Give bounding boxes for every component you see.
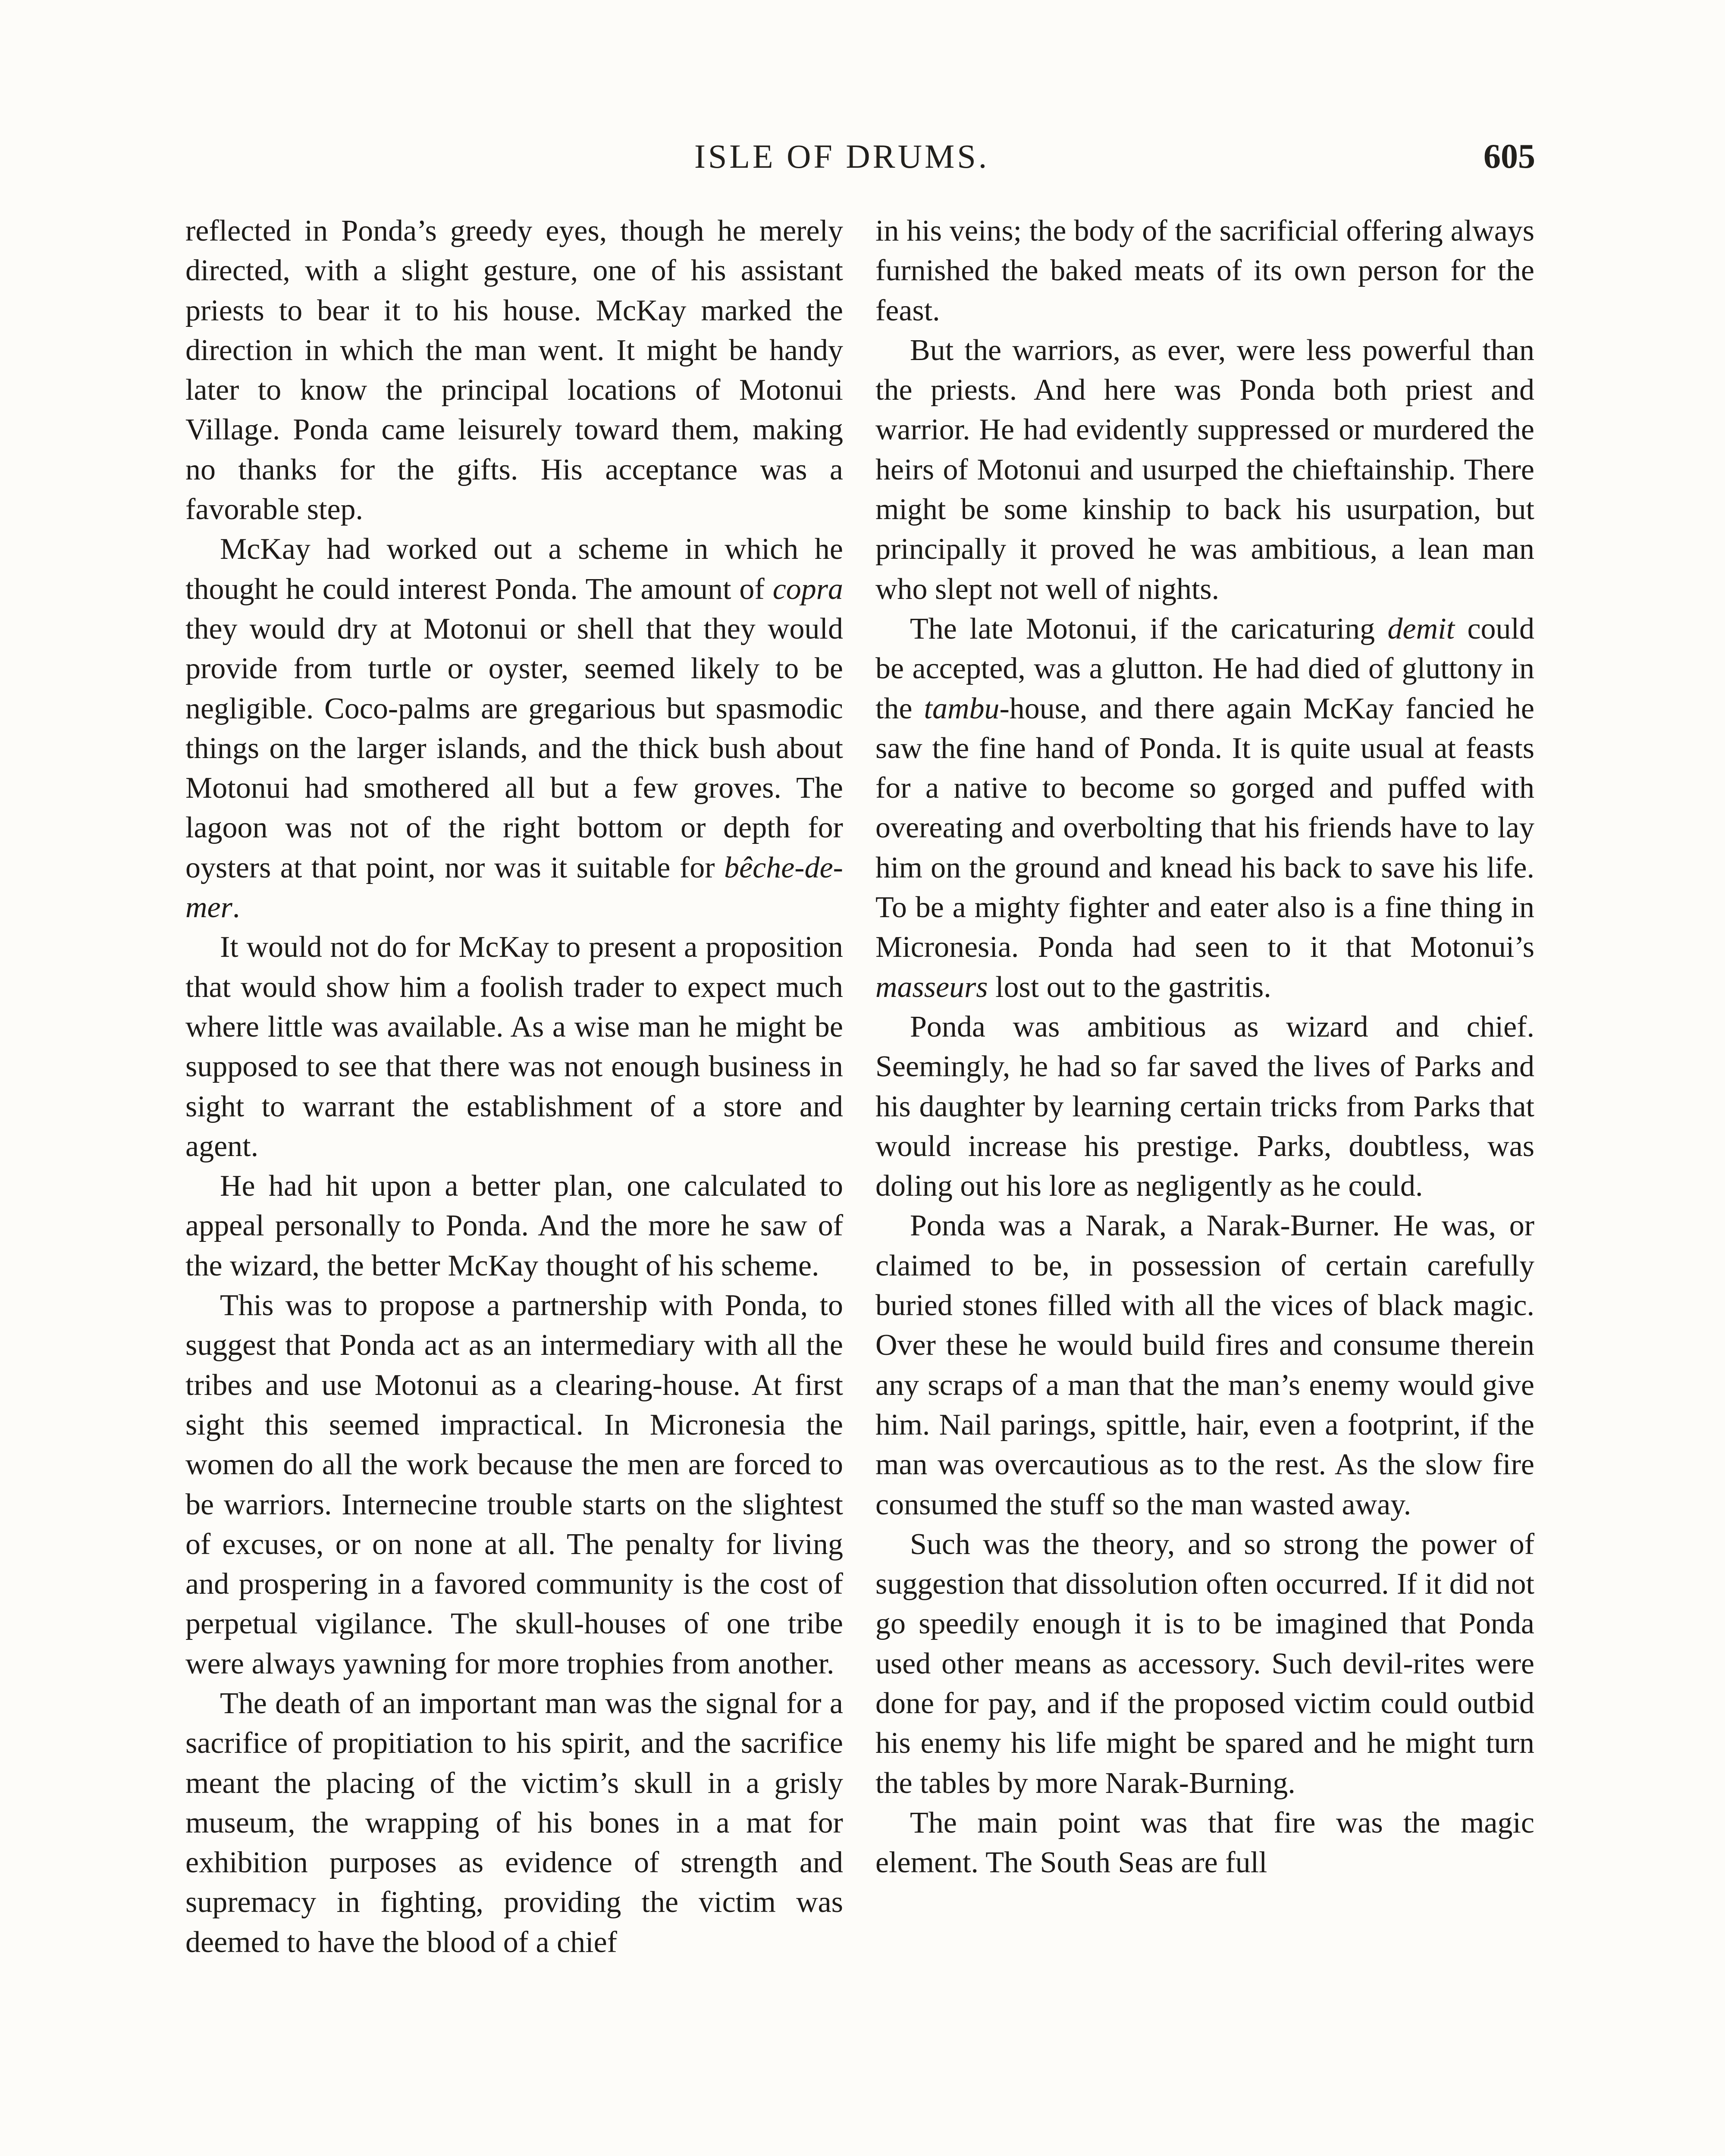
text-run: could be accepted, was a glutton. He had died of gluttony in the [875,612,1534,725]
paragraph [875,609,1534,1007]
text-run: . [232,891,240,924]
italic-term: tambu [924,692,1000,725]
text-run: they would dry at Motonui or shell that they would provide from turtle or oyster, seemed likely to be negligible. Coco-palms are gregarious but spasmodic things on the larger islands, and the thick bush about Motonui had smothered all but a few groves. The lagoon was not of the right bottom or depth for oysters at that point, nor was it suitable for [185,612,843,884]
paragraph [185,530,843,928]
paragraph: This was to propose a partnership with Ponda, to suggest that Ponda act as an intermediary with all the tribes and use Motonui as a clearing-house. At first sight this seemed impractical. In Micronesia the women do all the work because the men are forced to be warriors. Internecine trouble starts on the slightest of excuses, or on none at all. The penalty for living and prospering in a favored community is the cost of perpetual vigilance. The skull-houses of one tribe were always yawning for more trophies from another. [185,1289,843,1680]
paragraph: The main point was that fire was the magic element. The South Seas are full [875,1806,1534,1880]
running-title: ISLE OF DRUMS. [694,138,990,175]
paragraph: reflected in Ponda’s greedy eyes, though he merely directed, with a slight gesture, one of his assistant priests to bear it to his house. McKay marked the direction in which the man went. It might be handy later to know the principal locations of Motonui Village. Ponda came leisurely toward them, making no thanks for the gifts. His acceptance was a favorable step. [185,214,843,526]
paragraph: Such was the theory, and so strong the power of suggestion that dissolution often occurred. If it did not go speedily enough it is to be imagined that Ponda used other means as accessory. Such devil-rites were done for pay, and if the proposed victim could outbid his enemy his life might be spared and he might turn the tables by more Narak-Burning. [875,1527,1534,1800]
paragraph: It would not do for McKay to present a proposition that would show him a foolish trader to expect much where little was available. As a wise man he might be supposed to see that there was not enough business in sight to warrant the establishment of a store and agent. [185,931,843,1163]
text-run: lost out to the gastritis. [988,970,1271,1004]
paragraph: He had hit upon a better plan, one calculated to appeal personally to Ponda. And the more he saw of the wizard, the better McKay thought of his scheme. [185,1169,843,1282]
paragraph: Ponda was a Narak, a Narak-Burner. He was, or claimed to be, in possession of certain carefully buried stones filled with all the vices of black magic. Over these he would build fires and consume therein any scraps of a man that the man’s enemy would give him. Nail parings, spittle, hair, even a footprint, if the man was overcautious as to the rest. As the slow fire consumed the stuff so the man wasted away. [875,1209,1534,1521]
italic-term: copra [772,572,843,606]
italic-term: masseurs [875,970,988,1004]
text-run: The late Motonui, if the caricaturing [910,612,1388,646]
paragraph: Ponda was ambitious as wizard and chief. Seemingly, he had so far saved the lives of Parks and his daughter by learning certain tricks from Parks that would increase his prestige. Parks, doubtless, was doling out his lore as negligently as he could. [875,1010,1534,1203]
paragraph: The death of an important man was the signal for a sacrifice of propitiation to his spirit, and the sacrifice meant the placing of the victim’s skull in a grisly museum, the wrapping of his bones in a mat for exhibition purposes as evidence of strength and supremacy in fighting, providing the victim was deemed to have the blood of a chief [185,1686,843,1959]
page-number: 605 [1484,138,1535,175]
paragraph: in his veins; the body of the sacrificial offering always furnished the baked meats of its own person for the feast. [875,214,1534,327]
italic-term: demit [1387,612,1455,646]
text-run: -house, and there again McKay fancied he saw the fine hand of Ponda. It is quite usual at feasts for a native to become so gorged and puffed with overeating and overbolting that his friends have to lay him on the ground and knead his back to save his life. To be a mighty fighter and eater also is a fine thing in Micronesia. Ponda had seen to it that Motonui’s [875,692,1534,964]
italic-term: bêche-de-mer [185,851,843,924]
text-run: McKay had worked out a scheme in which he thought he could interest Ponda. The amount of [185,533,843,606]
right-column [875,211,1534,1883]
paragraph: But the warriors, as ever, were less powerful than the priests. And here was Ponda both priest and warrior. He had evidently suppressed or murdered the heirs of Motonui and usurped the chieftainship. There might be some kinship to back his usurpation, but principally it proved he was ambitious, a lean man who slept not well of nights. [875,333,1534,606]
left-column [185,211,843,1962]
